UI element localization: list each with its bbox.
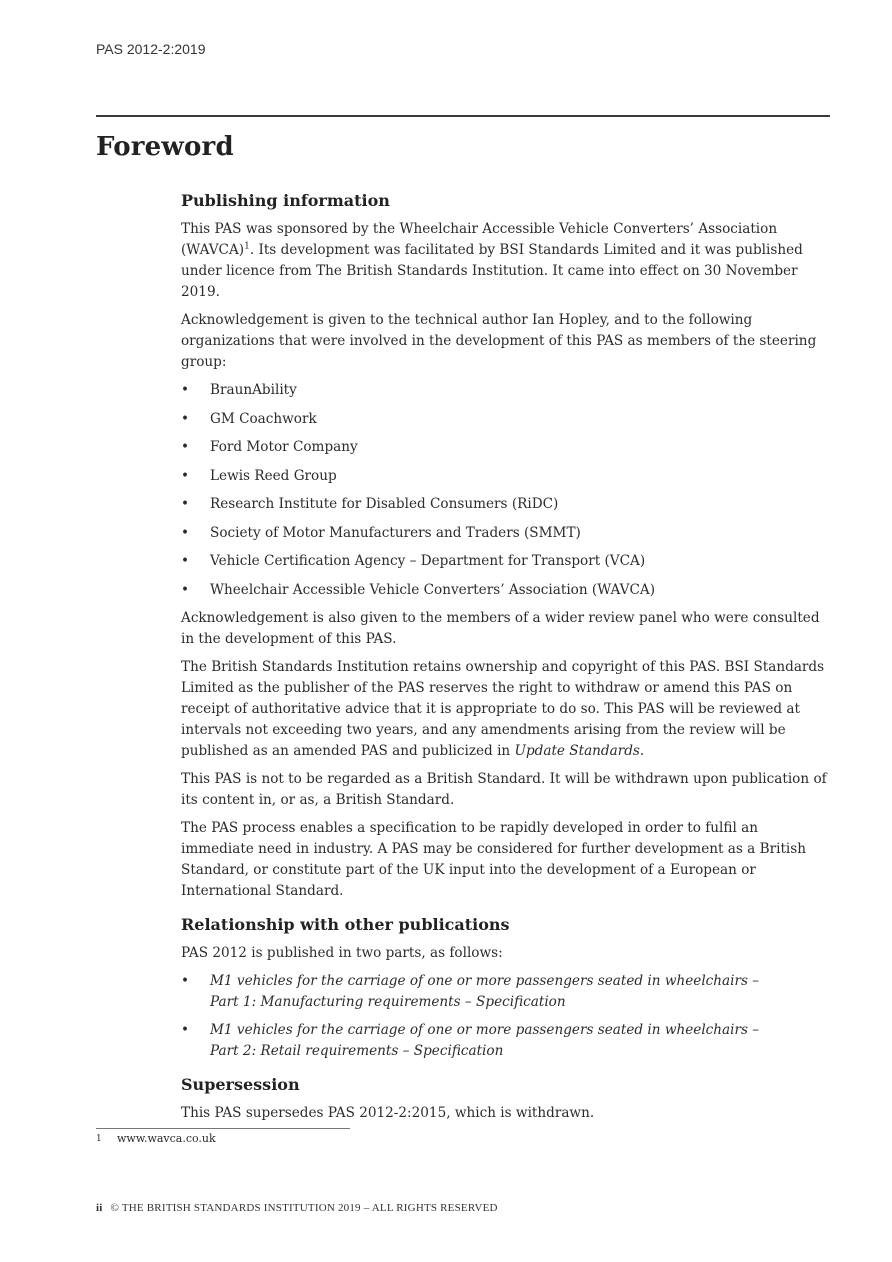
part-title-line: M1 vehicles for the carriage of one or more passengers seated in wheelchairs – (210, 973, 760, 989)
part-title-line: Part 1: Manufacturing requirements – Specification (210, 994, 566, 1010)
ownership-text-tail: . (639, 743, 645, 759)
update-standards-title: Update Standards (514, 743, 640, 759)
relationship-heading: Relationship with other publications (181, 915, 510, 934)
review-panel-paragraph: Acknowledgement is also given to the members of a wider review panel who were consulted in the development of this PAS. (181, 610, 820, 647)
part-title-line: M1 vehicles for the carriage of one or more passengers seated in wheelchairs – (210, 1022, 760, 1038)
foreword-body (181, 190, 831, 1131)
list-item: • Research Institute for Disabled Consumers (RiDC) (181, 494, 831, 515)
page-footer (96, 1202, 498, 1214)
publishing-information-heading: Publishing information (181, 191, 390, 210)
copyright-notice: © THE BRITISH STANDARDS INSTITUTION 2019 – ALL RIGHTS RESERVED (110, 1202, 498, 1214)
list-item: • Vehicle Certification Agency – Department for Transport (VCA) (181, 551, 831, 572)
list-item (181, 971, 831, 1013)
process-paragraph: The PAS process enables a specification to be rapidly developed in order to fulfil an immediate need in industry. A PAS may be considered for further development as a British Standard, or constitute part of the UK input into the development of a European or International Standard. (181, 820, 806, 899)
page-title: Foreword (96, 132, 234, 162)
acknowledgement-paragraph: Acknowledgement is given to the technical author Ian Hopley, and to the following organizations that were involved in the development of this PAS as members of the steering group: (181, 312, 817, 370)
list-item: • BraunAbility (181, 380, 831, 401)
ownership-text: The British Standards Institution retains ownership and copyright of this PAS. BSI Standards Limited as the publisher of the PAS reserves the right to withdraw or amend this PAS on receipt of authoritative advice that it is appropriate to do so. This PAS will be reviewed at intervals not exceeding two years, and any amendments arising from the review will be published as an amended PAS and publicized in (181, 659, 825, 759)
footnote (96, 1132, 216, 1146)
supersession-text: This PAS supersedes PAS 2012-2:2015, which is withdrawn. (181, 1105, 595, 1121)
sponsorship-text: This PAS was sponsored by the Wheelchair Accessible Vehicle Converters’ Association (WAVCA) (181, 221, 778, 258)
publication-parts-list (181, 971, 831, 1062)
sponsorship-paragraph (181, 219, 831, 303)
part-title-line: Part 2: Retail requirements – Specification (210, 1043, 504, 1059)
sponsorship-text-tail: . Its development was facilitated by BSI Standards Limited and it was published under licence from The British Standards Institution. It came into effect on 30 November 2019. (181, 242, 803, 300)
status-paragraph: This PAS is not to be regarded as a British Standard. It will be withdrawn upon publication of its content in, or as, a British Standard. (181, 771, 827, 808)
page-number: ii (96, 1202, 103, 1214)
footnote-reference: 1 (244, 241, 250, 252)
supersession-heading: Supersession (181, 1075, 300, 1094)
list-item (181, 1020, 831, 1062)
list-item: • Lewis Reed Group (181, 466, 831, 487)
footnote-divider (96, 1128, 350, 1129)
header-divider (96, 115, 830, 117)
relationship-intro: PAS 2012 is published in two parts, as follows: (181, 945, 503, 961)
ownership-paragraph (181, 657, 831, 762)
running-head: PAS 2012-2:2019 (96, 41, 206, 57)
list-item: • Society of Motor Manufacturers and Traders (SMMT) (181, 523, 831, 544)
list-item: • Wheelchair Accessible Vehicle Converters’ Association (WAVCA) (181, 580, 831, 601)
list-item: • Ford Motor Company (181, 437, 831, 458)
list-item: • GM Coachwork (181, 409, 831, 430)
footnote-link[interactable]: www.wavca.co.uk (117, 1132, 216, 1145)
footnote-number: 1 (96, 1134, 102, 1144)
steering-group-list (181, 380, 831, 601)
